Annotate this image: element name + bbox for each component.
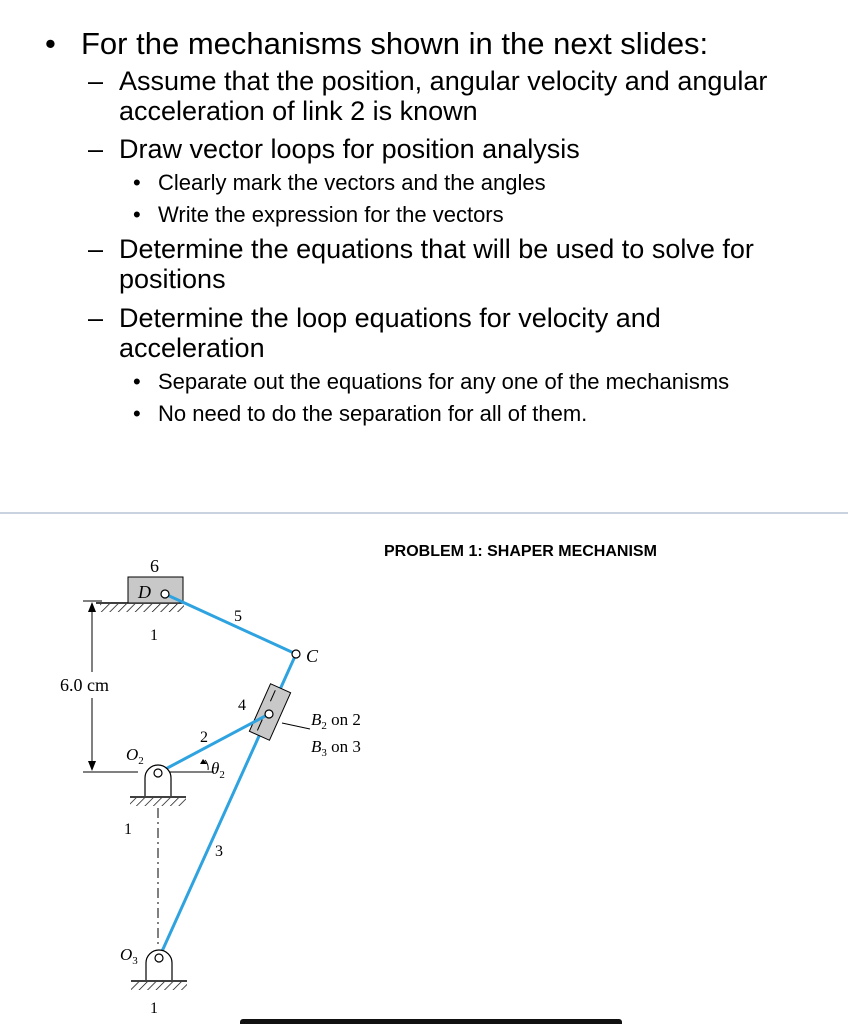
link-5-label: 5	[234, 608, 242, 625]
point-o2-label: $O_2$	[126, 745, 144, 767]
bullet-text: No need to do the separation for all of them.	[158, 401, 588, 426]
link-6-label: 6	[150, 556, 159, 576]
bullet-marker: •	[133, 170, 141, 195]
pivot-o2	[130, 765, 186, 806]
link-2-label: 2	[200, 729, 208, 746]
bullet-text: Determine the equations that will be used to solve for positions	[119, 234, 754, 294]
horizontal-scrollbar[interactable]	[240, 1019, 622, 1024]
point-d-label: D	[138, 582, 151, 602]
top-ground-hatch	[100, 604, 184, 612]
note-b2: $B_2$ on 2	[311, 710, 361, 732]
point-o3-label: $O_3$	[120, 945, 138, 967]
problem-title: PROBLEM 1: SHAPER MECHANISM	[384, 543, 657, 560]
link-3-label: 3	[215, 843, 223, 860]
bullet-marker: –	[88, 234, 104, 264]
ground-label-o3: 1	[150, 1000, 158, 1017]
joint-c	[292, 650, 300, 658]
bullet-text: Assume that the position, angular velocity and angular acceleration of link 2 is known	[119, 66, 768, 126]
bullet-marker: •	[133, 202, 141, 227]
link-4-label: 4	[238, 697, 246, 714]
bullet-text: Write the expression for the vectors	[158, 202, 504, 227]
dimension-arrow-bottom	[88, 761, 96, 771]
shaper-mechanism-figure	[0, 515, 420, 1020]
bullet-text: For the mechanisms shown in the next slides:	[81, 26, 709, 61]
pivot-o3	[131, 950, 187, 990]
bullet-marker: –	[88, 66, 104, 96]
bullet-text: Draw vector loops for position analysis	[119, 134, 580, 164]
theta-arc	[205, 760, 208, 770]
note-b3: $B_3$ on 3	[311, 737, 361, 759]
bullet-text: Clearly mark the vectors and the angles	[158, 170, 546, 195]
theta-2-label: $\theta_2$	[211, 759, 225, 781]
slide-divider	[0, 512, 848, 514]
bullet-marker: •	[133, 401, 141, 426]
bullet-marker: •	[45, 26, 56, 61]
link-5	[165, 594, 296, 654]
point-c-label: C	[306, 646, 319, 666]
dimension-arrow-top	[88, 602, 96, 612]
bullet-marker: •	[133, 369, 141, 394]
ground-label-o2: 1	[124, 821, 132, 838]
ground-label-top: 1	[150, 627, 158, 644]
bullet-marker: –	[88, 303, 104, 333]
joint-b	[265, 710, 273, 718]
bullet-text: Determine the loop equations for velocity and acceleration	[119, 303, 661, 363]
joint-d	[161, 590, 169, 598]
b-leader-line	[282, 723, 310, 729]
bullet-marker: –	[88, 134, 104, 164]
dimension-label: 6.0 cm	[60, 675, 109, 695]
bullet-text: Separate out the equations for any one of the mechanisms	[158, 369, 730, 394]
